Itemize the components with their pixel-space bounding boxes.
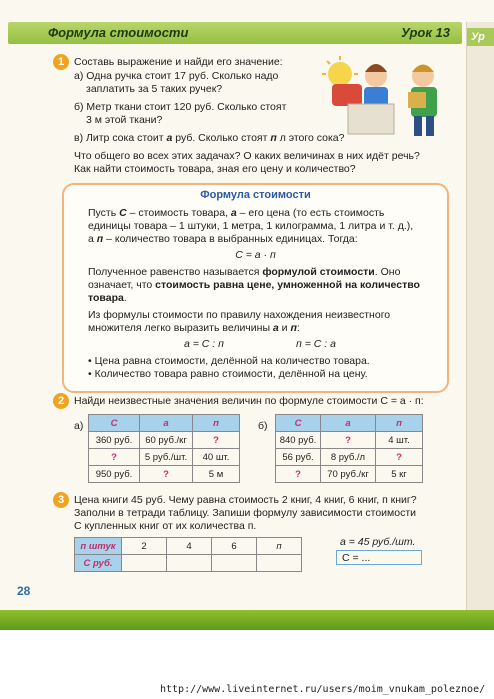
task2-table-b [275,414,423,483]
table-cell: 2 [122,538,167,555]
rule-line6: товара. [88,292,127,304]
table-cell: 40 шт. [193,449,240,466]
table-cell: п [257,538,302,555]
rule-line3: а п – количество товара в выбранных единицах. Тогда: [88,233,358,245]
task3-price: а = 45 руб./шт. [340,536,416,548]
table-cell: ? [276,466,321,483]
next-page-edge [466,22,494,622]
table-cell [122,555,167,572]
table-cell [257,555,302,572]
task1-v: в) Литр сока стоит а руб. Сколько стоят п л этого сока? [74,132,345,144]
table-cell: 840 руб. [276,432,321,449]
table-cell [167,555,212,572]
table-cell: ? [193,432,240,449]
task1-intro: Составь выражение и найди его значение: [74,56,283,68]
rule-bullet2: • Количество товара равно стоимости, делённой на цену. [88,368,368,380]
task1-a-line2: заплатить за 5 таких ручек? [86,83,223,95]
task1-question1: Что общего во всех этих задачах? О каких величинах в них идёт речь? [74,150,420,162]
task1-b-line2: 3 м этой ткани? [86,114,163,126]
table-cell: ? [140,466,193,483]
header-cell: п [193,415,240,432]
task2-label-a: а) [74,420,84,432]
table-cell: 8 руб./л [321,449,376,466]
task-number-2: 2 [53,393,69,409]
task2-table-a [88,414,240,483]
rule-line2: единицы товара – 1 штуки, 1 метра, 1 килограмма, 1 литра и т. д.), [88,220,414,232]
header-cell: п [376,415,423,432]
rule-bullet1: • Цена равна стоимости, делённой на количество товара. [88,355,370,367]
table-cell: 60 руб./кг [140,432,193,449]
row-label-c: С руб. [75,555,122,572]
table-cell: 950 руб. [89,466,140,483]
task2-label-b: б) [258,420,268,432]
table-cell [212,555,257,572]
task-number-1: 1 [53,54,69,70]
table-cell: 5 кг [376,466,423,483]
header-cell: С [276,415,321,432]
formula-rule-box [62,183,449,393]
table-cell: 4 шт. [376,432,423,449]
rule-line4: Полученное равенство называется формулой стоимости. Оно [88,266,401,278]
table-cell: 70 руб./кг [321,466,376,483]
rule-formula-a: а = С : п [184,338,224,350]
rule-line1: Пусть С – стоимость товара, а – его цена (то есть стоимость [88,207,385,219]
table-cell: ? [321,432,376,449]
task3-line1: Цена книги 45 руб. Чему равна стоимость 2 книг, 4 книг, 6 книг, п книг? [74,494,417,506]
task3-line3: С купленных книг от их количества п. [74,520,257,532]
lesson-label: Урок 13 [400,25,450,40]
header-cell: а [140,415,193,432]
next-page-header: Ур [467,28,494,46]
rule-line5: означает, что стоимость равна цене, умноженной на количество [88,279,420,291]
rule-line8: множителя легко выразить величины а и п: [88,322,300,334]
task1-question2: Как найти стоимость товара, зная его цену и количество? [74,163,356,175]
table-cell: 360 руб. [89,432,140,449]
table-cell: 6 [212,538,257,555]
task3-line2: Заполни в тетради таблицу. Запиши формулу зависимости стоимости [74,507,417,519]
table-cell: ? [376,449,423,466]
watermark-url: http://www.liveinternet.ru/users/moim_vnukam_poleznoe/ [160,684,486,695]
row-label-n: п штук [75,538,122,555]
task3-answer-box: С = ... [336,550,422,565]
task2-text: Найди неизвестные значения величин по формуле стоимости С = а · п: [74,395,424,407]
header-cell: а [321,415,376,432]
bottom-bar [0,610,494,630]
table-cell: 5 м [193,466,240,483]
page-title: Формула стоимости [48,25,189,40]
header-cell: С [89,415,140,432]
children-illustration [318,54,456,140]
table-cell: 5 руб./шт. [140,449,193,466]
task1-b-line1: б) Метр ткани стоит 120 руб. Сколько стоят [74,101,287,113]
table-cell: 56 руб. [276,449,321,466]
task-number-3: 3 [53,492,69,508]
table-cell: 4 [167,538,212,555]
table-cell: ? [89,449,140,466]
rule-formula: С = а · п [235,249,276,261]
rule-formula-n: п = С : а [296,338,336,350]
task3-table [74,537,302,572]
rule-title: Формула стоимости [200,189,311,201]
rule-line7: Из формулы стоимости по правилу нахождения неизвестного [88,309,391,321]
page-header [8,22,462,44]
page-number: 28 [17,584,31,598]
task1-a-line1: а) Одна ручка стоит 17 руб. Сколько надо [74,70,279,82]
